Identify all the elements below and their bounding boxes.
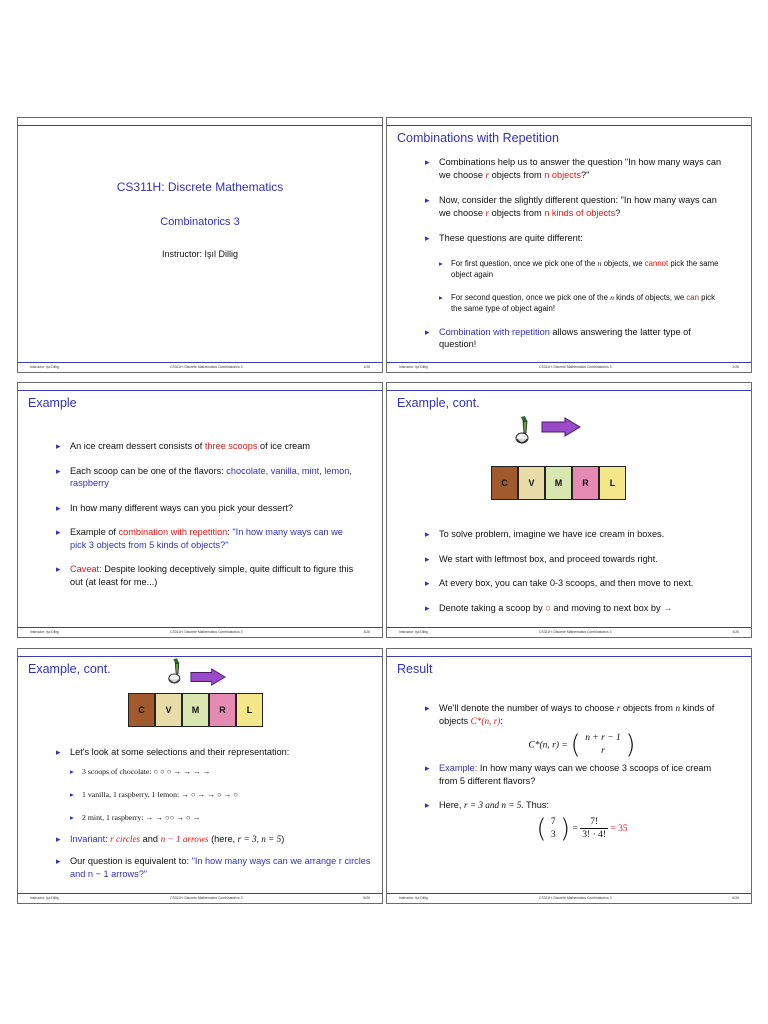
- bullet-item: [425, 762, 725, 787]
- slide-5: [17, 648, 383, 904]
- question-text: "In how many ways can we pick 3 objects from 5 kinds of objects?": [70, 527, 343, 550]
- math-values: r = 3 and n = 5.: [464, 800, 524, 810]
- math-var: n: [675, 703, 681, 713]
- formula-lhs: C*(n, r) =: [528, 740, 568, 751]
- bullet-text: Despite looking deceptively simple, quite difficult to figure this out (at least for me...): [70, 564, 354, 587]
- footer-page: 5/26: [363, 896, 370, 900]
- slide-title: Example: [28, 396, 77, 410]
- footer-instructor: Instructor: Işıl Dillig: [399, 365, 428, 369]
- bullet-text: allows answering the latter type of question!: [439, 326, 691, 349]
- bullet-text: pick the same type of object again!: [451, 292, 715, 313]
- bullet-text: kinds of objects, we: [613, 292, 687, 302]
- formula-specific: ( 7 3 ) = $\frac{7!}{3! \cdot 4!}$ = 35: [536, 813, 628, 844]
- bullet-item: [56, 465, 356, 490]
- bullet-text: Combinations help us to answer the question "In how many ways can we choose: [439, 157, 722, 180]
- bullet-item: [425, 326, 725, 351]
- bullet-text: ?: [615, 207, 621, 218]
- bullet-item: [425, 577, 735, 590]
- binom-open-paren: (: [536, 813, 547, 844]
- bullet-item: [425, 528, 735, 541]
- highlight-text: Invariant:: [70, 833, 108, 844]
- selection-label: 2 mint, 1 raspberry:: [82, 812, 146, 822]
- highlight-text: can: [686, 292, 699, 302]
- slide-footer: [387, 362, 751, 372]
- bullet-item: ▸ Combinations help us to answer the question "In how many ways can we choose r objects from n objects?": [425, 156, 725, 181]
- binom-top: n + r − 1: [585, 733, 621, 743]
- bullet-text: We start with leftmost box, and proceed towards right.: [439, 553, 658, 564]
- bullet-text: and moving to next box by: [550, 602, 664, 613]
- footer-page: 2/26: [732, 365, 739, 369]
- bullet-item: ▸ We'll denote the number of ways to choose r objects from n kinds of objects C*(n, r): C*(n, r) = ( n + r − 1 r ): [425, 702, 725, 758]
- bullet-text: In how many ways can we choose 3 scoops of ice cream from 5 different flavors?: [439, 763, 712, 786]
- bullet-item: [56, 855, 374, 880]
- binomial: [583, 732, 623, 758]
- footer-page: 6/26: [732, 896, 739, 900]
- footer-course: CS311H: Discrete Mathematics Combinatorics 3: [170, 630, 243, 634]
- highlight-text: combination with repetition: [118, 527, 228, 537]
- binom-close-paren: ): [560, 813, 571, 844]
- fraction-numerator: 7!: [580, 816, 608, 829]
- bullet-list: [56, 440, 356, 588]
- bullet-text: Denote taking a scoop by: [439, 602, 546, 613]
- bullet-text: Thus:: [523, 800, 550, 810]
- math-var: n: [610, 292, 614, 302]
- highlight-text: three scoops: [204, 441, 258, 451]
- selection-label: 1 vanilla, 1 raspberry, 1 lemon:: [82, 789, 182, 799]
- slide-top-rule: [387, 656, 751, 657]
- highlight-text: cannot: [644, 258, 669, 268]
- selection-label: 3 scoops of chocolate:: [82, 766, 154, 776]
- binom-bottom: r: [601, 746, 605, 756]
- bullet-text: An ice cream dessert consists of: [70, 441, 205, 451]
- footer-instructor: Instructor: Işıl Dillig: [30, 896, 59, 900]
- math-var: r: [485, 169, 490, 180]
- bullet-item: [56, 440, 356, 453]
- footer-course: CS311H: Discrete Mathematics Combinatorics 3: [539, 365, 612, 369]
- binomial: [549, 816, 558, 842]
- lecture-title: Combinatorics 3: [160, 216, 240, 228]
- footer-instructor: Instructor: Işıl Dillig: [399, 630, 428, 634]
- bullet-text: For first question, once we pick one of the: [451, 258, 598, 268]
- footer-course: CS311H: Discrete Mathematics Combinatorics 3: [539, 630, 612, 634]
- bullet-text: To solve problem, imagine we have ice cream in boxes.: [439, 529, 665, 539]
- circle-symbol: ○: [545, 602, 551, 613]
- bullet-item: [425, 799, 725, 842]
- bullet-list: [425, 156, 725, 351]
- slide-6: [386, 648, 752, 904]
- footer-page: 3/26: [363, 630, 370, 634]
- slide-footer: [387, 893, 751, 903]
- math-var: r: [485, 207, 490, 218]
- slide-4: [386, 382, 752, 638]
- slide-footer: [387, 627, 751, 637]
- box-mint: M: [182, 693, 209, 727]
- footer-instructor: Instructor: Işıl Dillig: [30, 365, 59, 369]
- bullet-text: For second question, once we pick one of the: [451, 292, 611, 302]
- sub-bullet-item: [70, 766, 374, 777]
- slide-2: [386, 117, 752, 373]
- bullet-text: ?": [581, 169, 590, 180]
- bullet-text: objects from: [620, 703, 676, 713]
- bullet-text: and: [140, 833, 161, 844]
- selection-sequence: → ○ → → ○ → ○: [181, 789, 239, 799]
- bullet-text: We'll denote the number of ways to choose: [439, 703, 617, 713]
- footer-course: CS311H: Discrete Mathematics Combinatorics 3: [539, 896, 612, 900]
- binom-close-paren: ): [625, 729, 636, 760]
- bullet-text: These questions are quite different:: [439, 233, 583, 243]
- bullet-text: kinds of objects: [439, 703, 715, 726]
- bullet-text: Example of: [70, 527, 119, 537]
- slide-1: [17, 117, 383, 373]
- binom-top: 7: [550, 816, 556, 827]
- bullet-text: Now, consider the slightly different question: "In how many ways can we choose: [439, 195, 717, 218]
- sub-bullet-item: [439, 258, 725, 280]
- footer-instructor: Instructor: Işıl Dillig: [30, 630, 59, 634]
- bullet-text: Each scoop can be one of the flavors:: [70, 465, 227, 476]
- arrow-symbol: →: [663, 602, 673, 613]
- highlight-text: r circles: [107, 833, 141, 844]
- ice-cream-scoop-icon: [166, 657, 190, 689]
- box-vanilla: V: [518, 466, 545, 500]
- binom-open-paren: (: [570, 729, 581, 760]
- box-lemon: L: [599, 466, 626, 500]
- box-chocolate: C: [491, 466, 518, 500]
- highlight-text: chocolate, vanilla, mint, lemon, raspberry: [70, 465, 352, 488]
- selection-sequence: → → ○○ → ○ →: [145, 812, 201, 822]
- slide-top-rule: [18, 125, 382, 126]
- bullet-item: ▸ Invariant: r circles and n − 1 arrows (here, r = 3, n = 5): [56, 833, 374, 846]
- slide-footer: [18, 362, 382, 372]
- slide-top-rule: [18, 390, 382, 391]
- math-var: n: [597, 258, 602, 268]
- bullet-text: objects from: [489, 207, 545, 218]
- footer-course: CS311H: Discrete Mathematics Combinatorics 3: [170, 896, 243, 900]
- bullet-item: [56, 502, 356, 515]
- bullet-text: of ice cream: [257, 441, 311, 451]
- ice-cream-boxes: [491, 466, 626, 500]
- selection-sequence: ○ ○ ○ → → → →: [153, 766, 211, 776]
- bullet-text: Our question is equivalent to:: [70, 856, 192, 866]
- bullet-item: [56, 526, 356, 551]
- bullet-item: [425, 194, 725, 219]
- math-values: r = 3, n = 5: [237, 833, 282, 844]
- purple-right-arrow-icon: [190, 667, 226, 687]
- result-value: = 35: [610, 823, 628, 834]
- sub-bullet-item: [439, 292, 725, 314]
- slide-title: Example, cont.: [28, 662, 111, 676]
- slide-3: [17, 382, 383, 638]
- purple-right-arrow-icon: [541, 417, 581, 437]
- bullet-item: [56, 563, 356, 588]
- box-lemon: L: [236, 693, 263, 727]
- factorial-fraction: [580, 816, 608, 841]
- bullet-text: :: [227, 527, 233, 537]
- footer-instructor: Instructor: Işıl Dillig: [399, 896, 428, 900]
- ice-cream-boxes: [128, 693, 263, 727]
- bullet-text: Let's look at some selections and their representation:: [70, 747, 290, 757]
- instructor-line: Instructor: Işıl Dillig: [161, 249, 239, 259]
- slide-title: Result: [397, 662, 433, 676]
- slide-footer: [18, 627, 382, 637]
- box-chocolate: C: [128, 693, 155, 727]
- footer-page: 1/26: [363, 365, 370, 369]
- highlight-text: Caveat:: [70, 564, 102, 574]
- math-var: r: [616, 703, 621, 713]
- question-text: "In how many ways can we arrange r circles and n − 1 arrows?": [70, 856, 371, 879]
- bullet-text: At every box, you can take 0-3 scoops, and then move to next.: [439, 578, 694, 588]
- bullet-list: [425, 702, 725, 842]
- highlight-text: Combination with repetition: [439, 326, 550, 337]
- sub-bullet-item: [70, 789, 374, 800]
- slide-top-rule: [387, 125, 751, 126]
- binom-bottom: 3: [550, 829, 556, 840]
- bullet-text: In how many different ways can you pick your dessert?: [70, 502, 293, 513]
- slide-top-rule: [387, 390, 751, 391]
- footer-course: CS311H: Discrete Mathematics Combinatorics 3: [170, 365, 243, 369]
- bullet-item: [425, 232, 725, 314]
- slide-top-rule: [18, 656, 382, 657]
- bullet-list: [56, 746, 374, 880]
- slide-title: Example, cont.: [397, 396, 480, 410]
- ice-cream-scoop-icon: [513, 415, 539, 449]
- course-title: CS311H: Discrete Mathematics: [116, 180, 284, 194]
- bullet-item: [425, 553, 735, 566]
- highlight-text: n − 1 arrows: [160, 833, 209, 844]
- slide-footer: [18, 893, 382, 903]
- bullet-text: Here,: [439, 800, 465, 810]
- bullet-item: [425, 602, 735, 615]
- sub-bullet-item: [70, 812, 374, 823]
- highlight-text: n objects: [544, 169, 581, 180]
- highlight-text: Example:: [439, 763, 478, 773]
- highlight-text: C*(n, r): [470, 715, 501, 726]
- box-mint: M: [545, 466, 572, 500]
- bullet-text: objects, we: [601, 258, 645, 268]
- bullet-item: [56, 746, 374, 823]
- bullet-list: [425, 528, 735, 614]
- box-vanilla: V: [155, 693, 182, 727]
- fraction-denominator: 3! · 4!: [582, 830, 607, 840]
- bullet-text: pick the same object again: [451, 258, 719, 279]
- highlight-text: n kinds of objects: [544, 207, 616, 218]
- slide-title: Combinations with Repetition: [397, 131, 559, 145]
- box-raspberry: R: [572, 466, 599, 500]
- box-raspberry: R: [209, 693, 236, 727]
- footer-page: 4/26: [732, 630, 739, 634]
- bullet-text: (here,: [208, 833, 238, 844]
